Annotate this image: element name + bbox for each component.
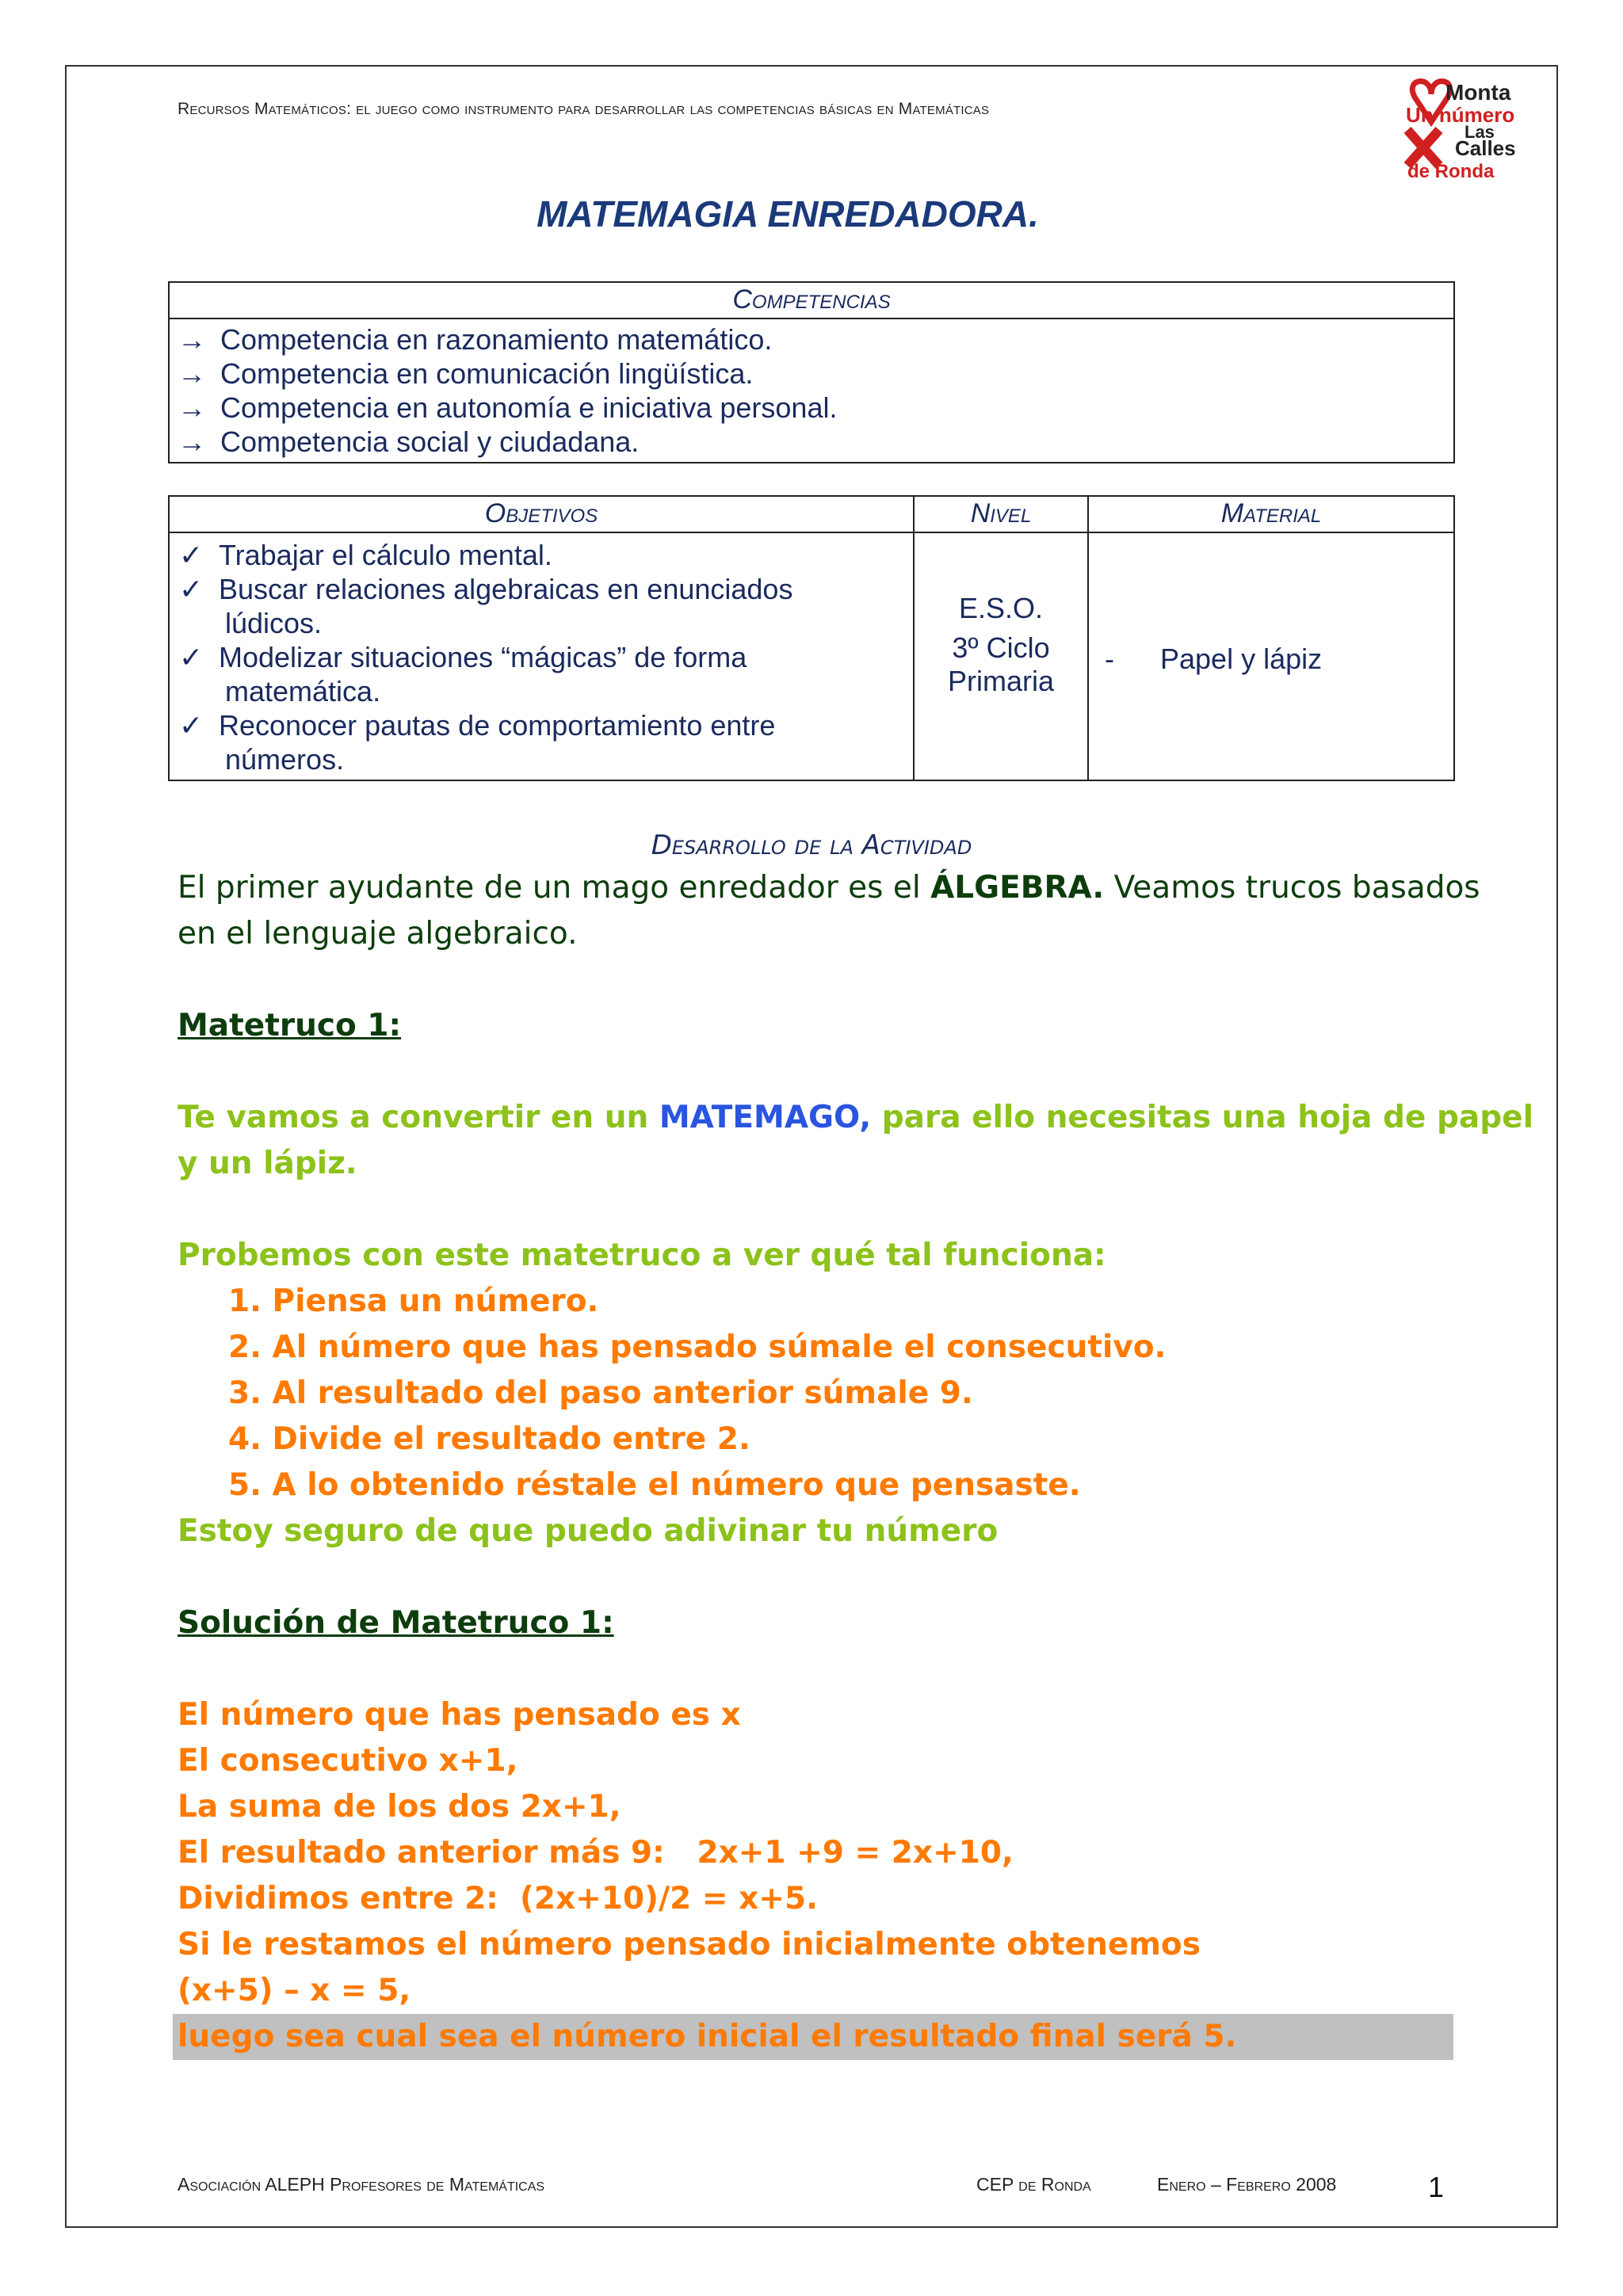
material-header: Material (1088, 496, 1454, 532)
nivel-line: E.S.O. (958, 592, 1044, 624)
section-heading: Desarrollo de la Actividad (651, 830, 972, 861)
solution-line: El consecutivo x+1, (178, 1743, 518, 1779)
arrow-icon: → (178, 357, 206, 390)
dash-bullet: - (1105, 643, 1114, 675)
arrow-icon: → (178, 323, 206, 356)
paragraph-line: Te vamos a convertir en un MATEMAGO, para ello necesitas una hoja de papel (178, 1100, 1533, 1135)
arrow-icon: → (178, 391, 206, 424)
highlighted-conclusion: luego sea cual sea el número inicial el resultado final será 5. (173, 2014, 1453, 2060)
material-item: Papel y lápiz (1160, 643, 1323, 675)
objetivo-item: ✓ Trabajar el cálculo mental. (170, 538, 913, 572)
check-icon: ✓ (179, 539, 204, 571)
objetivos-list (169, 532, 914, 780)
nivel-line: 3º Ciclo (952, 631, 1050, 664)
step-item: 4. Divide el resultado entre 2. (228, 1421, 750, 1457)
check-icon: ✓ (179, 573, 204, 605)
step-item: 2. Al número que has pensado súmale el consecutivo. (228, 1329, 1167, 1365)
competencia-item: → Competencia en razonamiento matemático. (178, 323, 773, 356)
activity-content (178, 865, 1533, 2060)
objetivo-item-continuation: lúdicos. (225, 607, 323, 639)
solution-line: (x+5) – x = 5, (178, 1973, 411, 2008)
check-icon: ✓ (179, 641, 204, 673)
competencias-header: Competencias (169, 282, 1454, 318)
page-number: 1 (1428, 2171, 1445, 2203)
intro-line: en el lenguaje algebraico. (178, 916, 578, 952)
footer-right: Enero – Febrero 2008 (1157, 2174, 1337, 2195)
objetivos-header: Objetivos (169, 496, 914, 532)
solution-line: Dividimos entre 2: (2x+10)/2 = x+5. (178, 1881, 818, 1917)
objetivo-item: ✓ Modelizar situaciones “mágicas” de forma (170, 640, 913, 674)
header-part-3: Matemáticas (898, 100, 990, 118)
header-part-2: : el juego como instrumento para desarrollar las competencias básicas en (346, 100, 899, 118)
objetivo-item: ✓ Reconocer pautas de comportamiento entre (170, 708, 913, 742)
solucion-title: Solución de Matetruco 1: (178, 1605, 614, 1641)
step-item: 3. Al resultado del paso anterior súmale 9. (228, 1375, 973, 1411)
paragraph-line: y un lápiz. (178, 1146, 357, 1181)
material-cell (1088, 532, 1454, 780)
competencia-item: → Competencia social y ciudadana. (178, 425, 640, 458)
solution-line: El número que has pensado es x (178, 1697, 741, 1733)
matetruco-title: Matetruco 1: (178, 1008, 402, 1043)
paragraph-line: Estoy seguro de que puedo adivinar tu número (178, 1513, 999, 1549)
logo-word-5: de Ronda (1407, 161, 1495, 182)
objetivo-item: ✓ Buscar relaciones algebraicas en enunciados (170, 572, 913, 606)
step-item: 5. A lo obtenido réstale el número que pensaste. (228, 1467, 1081, 1503)
competencias-table (168, 281, 1455, 463)
header-part-1: Recursos Matemáticos (178, 100, 347, 118)
objetivo-item-continuation: números. (225, 743, 345, 776)
logo-word-1: Monta (1445, 80, 1511, 105)
competencias-list (169, 318, 1454, 463)
logo-word-3: Las (1465, 122, 1495, 142)
page-title: MATEMAGIA ENREDADORA. (537, 193, 1039, 235)
objetivo-item-continuation: matemática. (225, 675, 381, 707)
objetivos-table (168, 495, 1455, 781)
paragraph-line: Probemos con este matetruco a ver qué tal funciona: (178, 1238, 1106, 1273)
conclusion-line (178, 2014, 1453, 2060)
competencia-item: → Competencia en autonomía e iniciativa personal. (178, 391, 838, 424)
footer-left: Asociación ALEPH Profesores de Matemáticas (178, 2174, 545, 2195)
solution-line: La suma de los dos 2x+1, (178, 1789, 621, 1825)
arrow-icon: → (178, 425, 206, 458)
nivel-header: Nivel (914, 496, 1088, 532)
competencia-item: → Competencia en comunicación lingüística. (178, 357, 754, 390)
running-header (178, 100, 989, 119)
solution-line: El resultado anterior más 9: 2x+1 +9 = 2x+10, (178, 1835, 1014, 1871)
logo-word-4: Calles (1455, 136, 1516, 160)
nivel-cell (914, 532, 1088, 780)
logo-image (1400, 74, 1542, 185)
intro-line: El primer ayudante de un mago enredador es el ÁLGEBRA. Veamos trucos basados (178, 870, 1480, 906)
solution-line: Si le restamos el número pensado inicialmente obtenemos (178, 1927, 1201, 1962)
nivel-line: Primaria (947, 665, 1054, 697)
check-icon: ✓ (179, 709, 204, 742)
logo-word-2: Un número (1406, 103, 1515, 127)
step-item: 1. Piensa un número. (228, 1283, 599, 1319)
footer-center: CEP de Ronda (976, 2174, 1091, 2195)
